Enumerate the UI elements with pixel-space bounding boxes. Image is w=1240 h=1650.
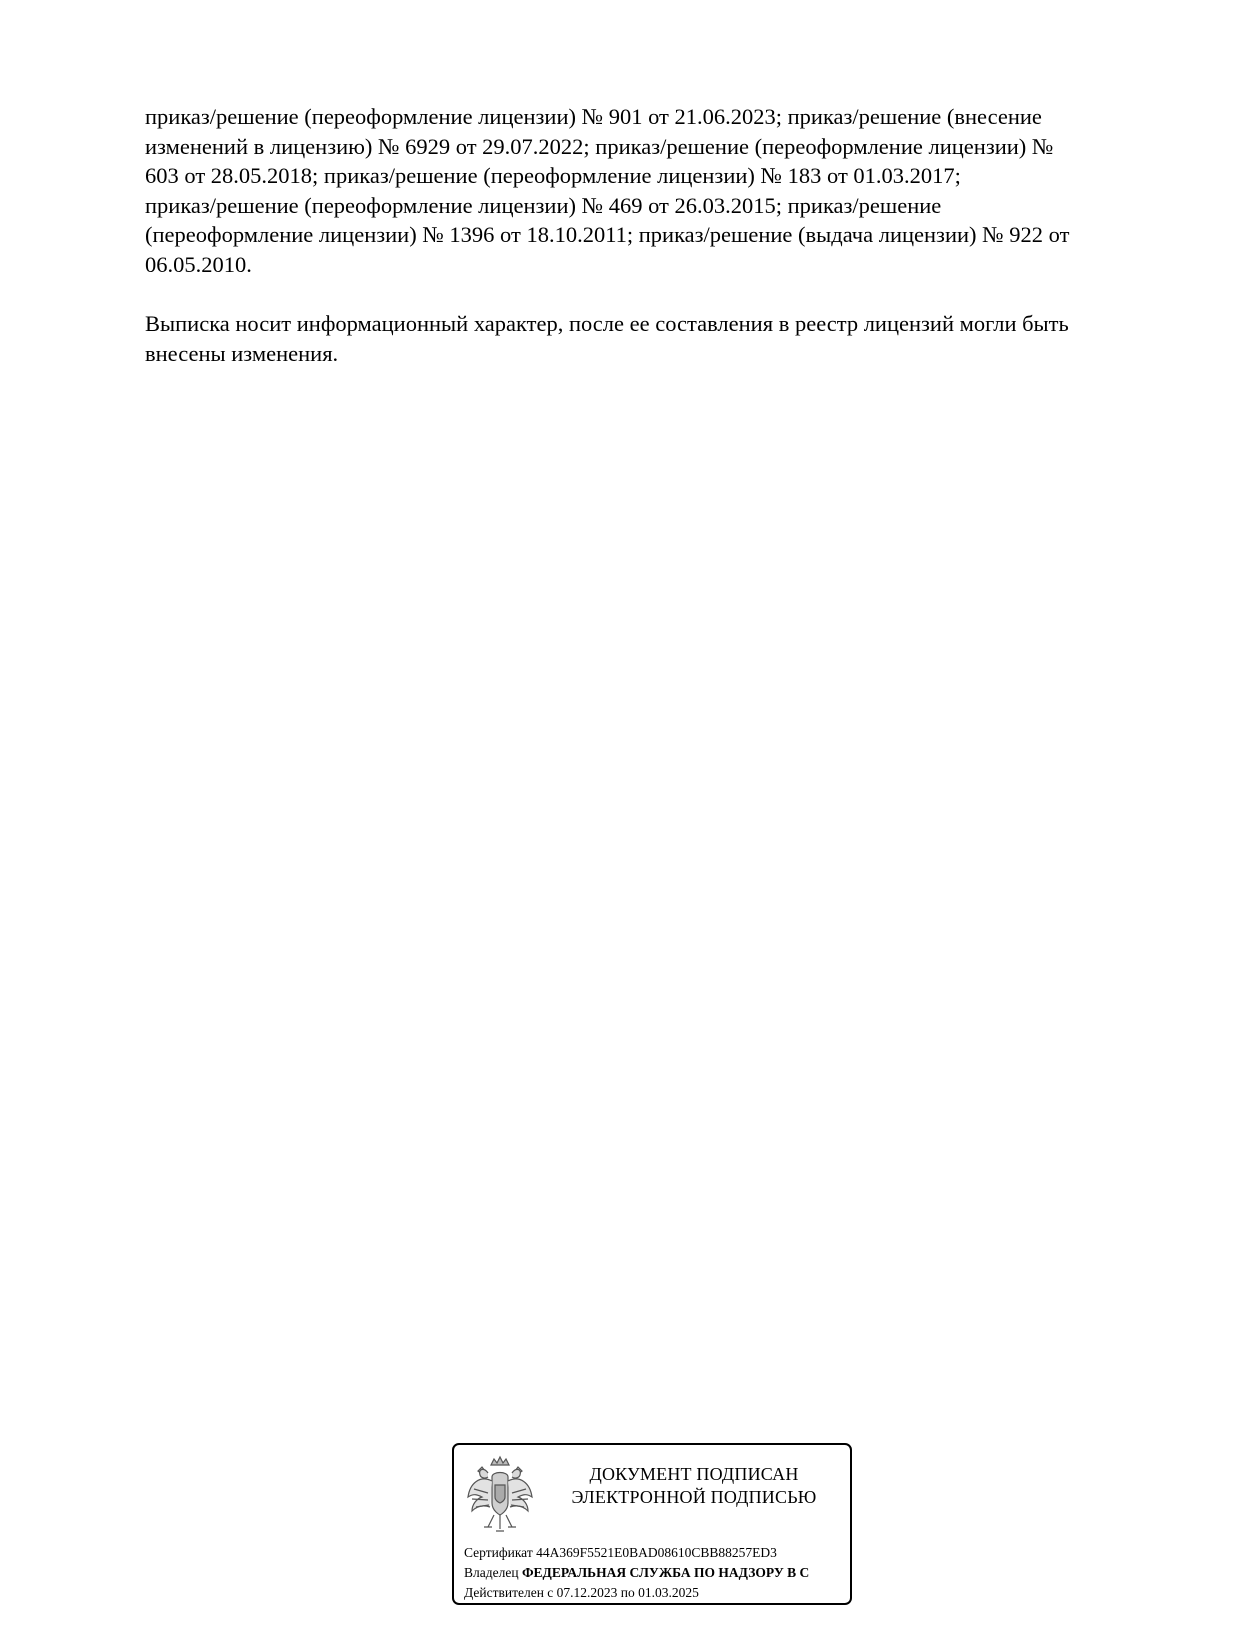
owner-value: ФЕДЕРАЛЬНАЯ СЛУЖБА ПО НАДЗОРУ В С: [521, 1565, 810, 1580]
notice-line: Выписка носит информационный характер, после ее составления в реестр лицензий могли быть: [145, 311, 1069, 336]
stamp-heading: [549, 1463, 839, 1509]
stamp-heading-line: ДОКУМЕНТ ПОДПИСАН: [589, 1464, 799, 1484]
stamp-heading-line: ЭЛЕКТРОННОЙ ПОДПИСЬЮ: [571, 1487, 817, 1507]
coat-of-arms-icon: [464, 1453, 536, 1537]
stamp-details: [464, 1543, 844, 1603]
orders-line: приказ/решение (переоформление лицензии) № 469 от 26.03.2015; приказ/решение: [145, 192, 942, 218]
certificate-value: 44A369F5521E0BAD08610CBB88257ED3: [536, 1545, 777, 1560]
orders-line: 603 от 28.05.2018; приказ/решение (переоформление лицензии) № 183 от 01.03.2017;: [145, 163, 961, 188]
document-body: [145, 102, 1165, 368]
orders-line: изменений в лицензию) № 6929 от 29.07.2022; приказ/решение (переоформление лицензии) №: [145, 133, 1054, 159]
electronic-signature-stamp: [452, 1443, 852, 1605]
orders-line: 06.05.2010.: [145, 251, 252, 277]
orders-line: приказ/решение (переоформление лицензии) № 901 от 21.06.2023; приказ/решение (внесение: [145, 104, 1042, 129]
certificate-label: Сертификат: [464, 1545, 533, 1560]
owner-label: Владелец: [464, 1565, 519, 1580]
notice-line: внесены изменения.: [145, 340, 339, 366]
orders-paragraph: [145, 102, 1165, 279]
validity-row: Действителен с 07.12.2023 по 01.03.2025: [464, 1585, 699, 1600]
certificate-row: [464, 1543, 844, 1563]
owner-row: [464, 1563, 844, 1583]
orders-line: (переоформление лицензии) № 1396 от 18.10.2011; приказ/решение (выдача лицензии) № 922 от: [145, 222, 1070, 247]
notice-paragraph: [145, 309, 1165, 368]
